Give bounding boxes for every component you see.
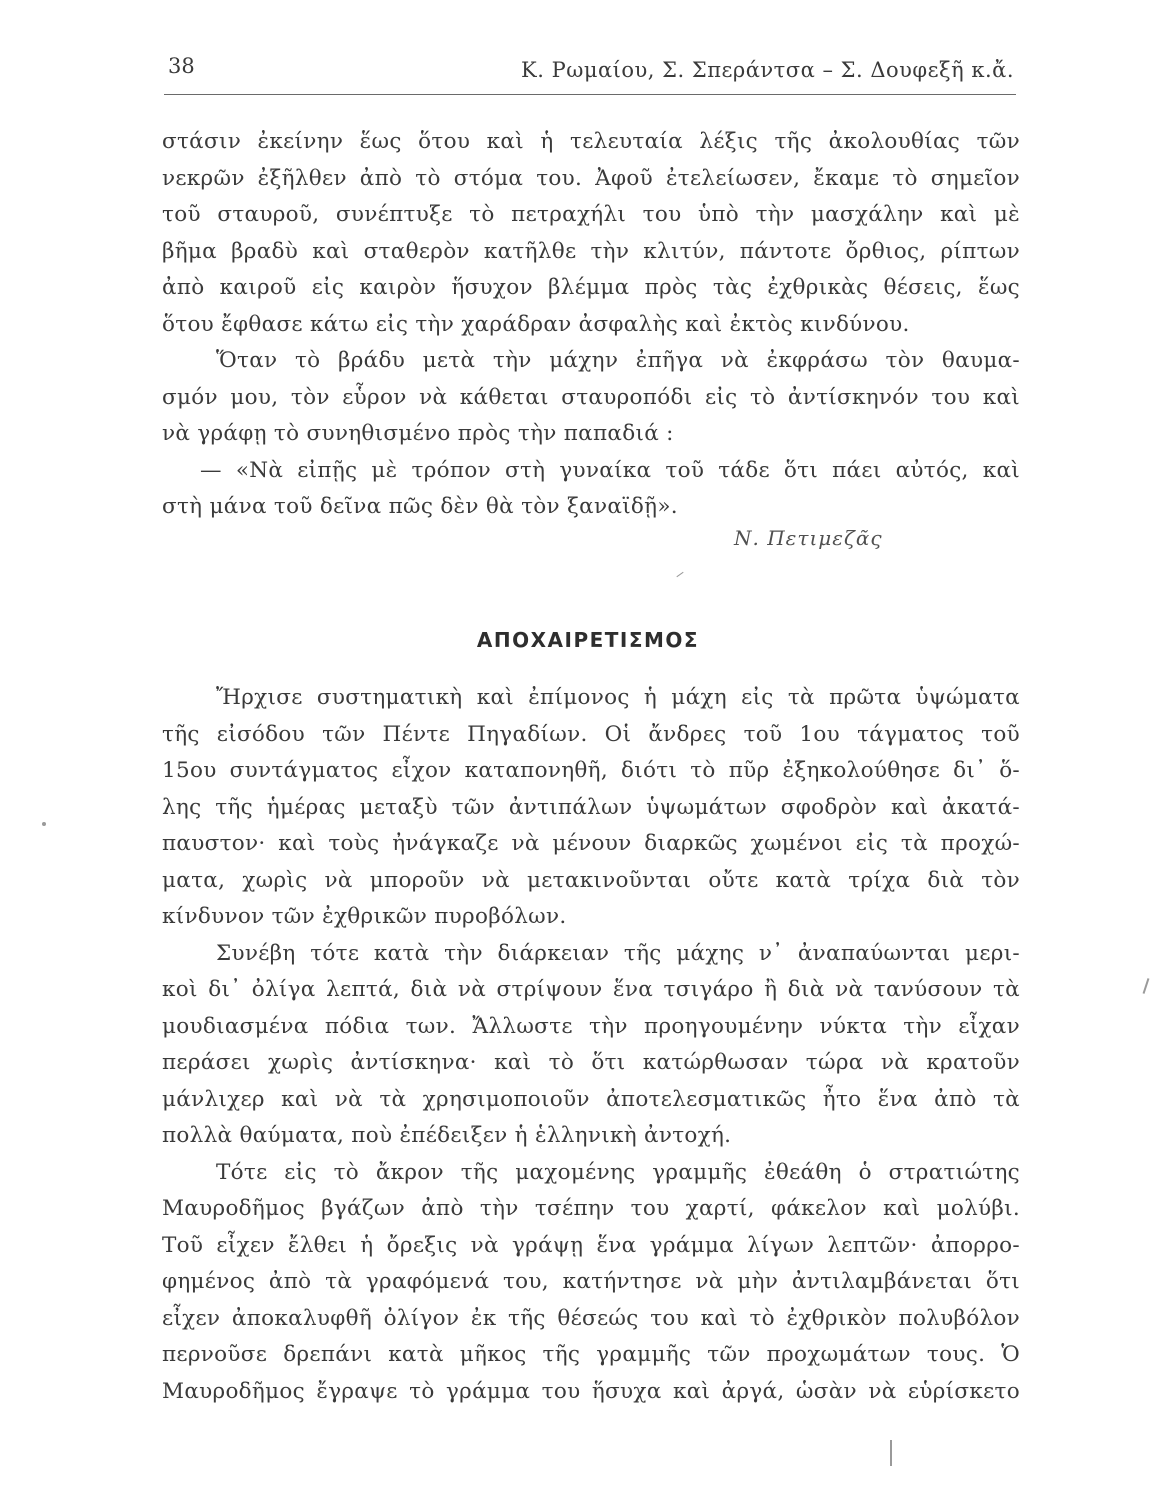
scan-speck [890,1440,892,1466]
text-line: ἀπὸ καιροῦ εἰς καιρὸν ἥσυχον βλέμμα πρὸς τὰς ἐχθρικὰς θέσεις, ἕως [162,275,1020,300]
text-line: ματα, χωρὶς νὰ μποροῦν νὰ μετακινοῦνται οὔτε κατὰ τρίχα διὰ τὸν [162,867,1020,893]
text-line: νὰ γράφῃ τὸ συνηθισμένο πρὸς τὴν παπαδιά : [162,421,674,446]
text-line: περνοῦσε δρεπάνι κατὰ μῆκος τῆς γραμμῆς τῶν προχωμάτων τους. Ὁ [162,1342,1020,1367]
text-line: Μαυροδῆμος ἔγραψε τὸ γράμμα του ἥσυχα καὶ ἀργά, ὡσὰν νὰ εὑρίσκετο [162,1378,1020,1404]
text-line: πολλὰ θαύματα, ποὺ ἐπέδειξεν ἡ ἑλληνικὴ ἀντοχή. [162,1123,732,1148]
text-line: περάσει χωρὶς ἀντίσκηνα· καὶ τὸ ὅτι κατώρθωσαν τώρα νὰ κρατοῦν [162,1050,1020,1075]
scan-speck [42,822,46,826]
text-line: φημένος ἀπὸ τὰ γραφόμενά του, κατήντησε νὰ μὴν ἀντιλαμβάνεται ὅτι [162,1269,1020,1294]
header-divider [164,94,1016,95]
text-line: νεκρῶν ἐξῆλθεν ἀπὸ τὸ στόμα του. Ἀφοῦ ἐτελείωσεν, ἔκαμε τὸ σημεῖον [162,165,1020,191]
text-line: Μαυροδῆμος βγάζων ἀπὸ τὴν τσέπην του χαρτί, φάκελον καὶ μολύβι. [162,1196,1020,1221]
text-line: Τοῦ εἶχεν ἔλθει ἡ ὄρεξις νὰ γράψῃ ἕνα γράμμα λίγων λεπτῶν· ἀπορρο- [162,1232,1020,1258]
text-line: Τότε εἰς τὸ ἄκρον τῆς μαχομένης γραμμῆς ἐθεάθη ὁ στρατιώτης [216,1159,1020,1185]
scan-speck [1143,978,1150,994]
page-header [164,52,1014,92]
text-line: ὅτου ἔφθασε κάτω εἰς τὴν χαράδραν ἀσφαλὴς καὶ ἐκτὸς κινδύνου. [162,311,910,337]
text-line: βῆμα βραδὺ καὶ σταθερὸν κατῆλθε τὴν κλιτύν, πάντοτε ὄρθιος, ρίπτων [162,238,1020,264]
text-line: παυστον· καὶ τοὺς ἠνάγκαζε νὰ μένουν διαρκῶς χωμένοι εἰς τὰ προχώ- [162,831,1020,856]
text-line: Συνέβη τότε κατὰ τὴν διάρκειαν τῆς μάχης ν᾽ ἀναπαύωνται μερι- [216,940,1020,966]
text-line: κοὶ δι᾽ ὀλίγα λεπτά, διὰ νὰ στρίψουν ἕνα τσιγάρο ἢ διὰ νὰ τανύσουν τὰ [162,977,1020,1002]
passage-petimezas [162,124,1020,526]
section-title: ΑΠΟΧΑΙΡΕΤΙΣΜΟΣ [476,628,700,652]
text-line: Ὅταν τὸ βράδυ μετὰ τὴν μάχην ἐπῆγα νὰ ἐκφράσω τὸν θαυμα- [216,348,1020,373]
text-line: — «Νὰ εἰπῇς μὲ τρόπον στὴ γυναίκα τοῦ τάδε ὅτι πάει αὐτός, καὶ [200,457,1020,483]
text-line: μάνλιχερ καὶ νὰ τὰ χρησιμοποιοῦν ἀποτελεσματικῶς ἦτο ἕνα ἀπὸ τὰ [162,1086,1020,1112]
text-line: κίνδυνον τῶν ἐχθρικῶν πυροβόλων. [162,904,567,929]
text-line: εἶχεν ἀποκαλυφθῆ ὀλίγον ἐκ τῆς θέσεώς του καὶ τὸ ἐχθρικὸν πολυβόλον [162,1305,1020,1331]
text-line: στὴ μάνα τοῦ δεῖνα πῶς δὲν θὰ τὸν ξαναϊδῇ». [162,494,678,519]
text-line: τῆς εἰσόδου τῶν Πέντε Πηγαδίων. Οἱ ἄνδρες τοῦ 1ου τάγματος τοῦ [162,721,1020,747]
scan-speck [676,572,683,577]
running-title: Κ. Ρωμαίου, Σ. Σπεράντσα – Σ. Δουφεξῆ κ.ἄ. [521,58,1014,82]
text-line: μουδιασμένα πόδια των. Ἄλλωστε τὴν προηγουμένην νύκτα τὴν εἶχαν [162,1013,1020,1039]
page-number: 38 [168,54,195,78]
passage-apochairetismos [162,680,1020,1410]
text-line: τοῦ σταυροῦ, συνέπτυξε τὸ πετραχήλι του ὑπὸ τὴν μασχάλην καὶ μὲ [162,202,1020,227]
text-line: στάσιν ἐκείνην ἕως ὅτου καὶ ἡ τελευταία λέξις τῆς ἀκολουθίας τῶν [162,129,1020,154]
text-line: σμόν μου, τὸν εὗρον νὰ κάθεται σταυροπόδι εἰς τὸ ἀντίσκηνόν του καὶ [162,384,1020,410]
author-signature: Ν. Πετιμεζᾶς [734,526,883,550]
text-line: λης τῆς ἡμέρας μεταξὺ τῶν ἀντιπάλων ὑψωμάτων σφοδρὸν καὶ ἀκατά- [162,794,1020,820]
text-line: Ἤρχισε συστηματικὴ καὶ ἐπίμονος ἡ μάχη εἰς τὰ πρῶτα ὑψώματα [216,685,1020,710]
text-line: 15ου συντάγματος εἶχον καταπονηθῆ, διότι τὸ πῦρ ἐξηκολούθησε δι᾽ ὅ- [162,758,1020,783]
